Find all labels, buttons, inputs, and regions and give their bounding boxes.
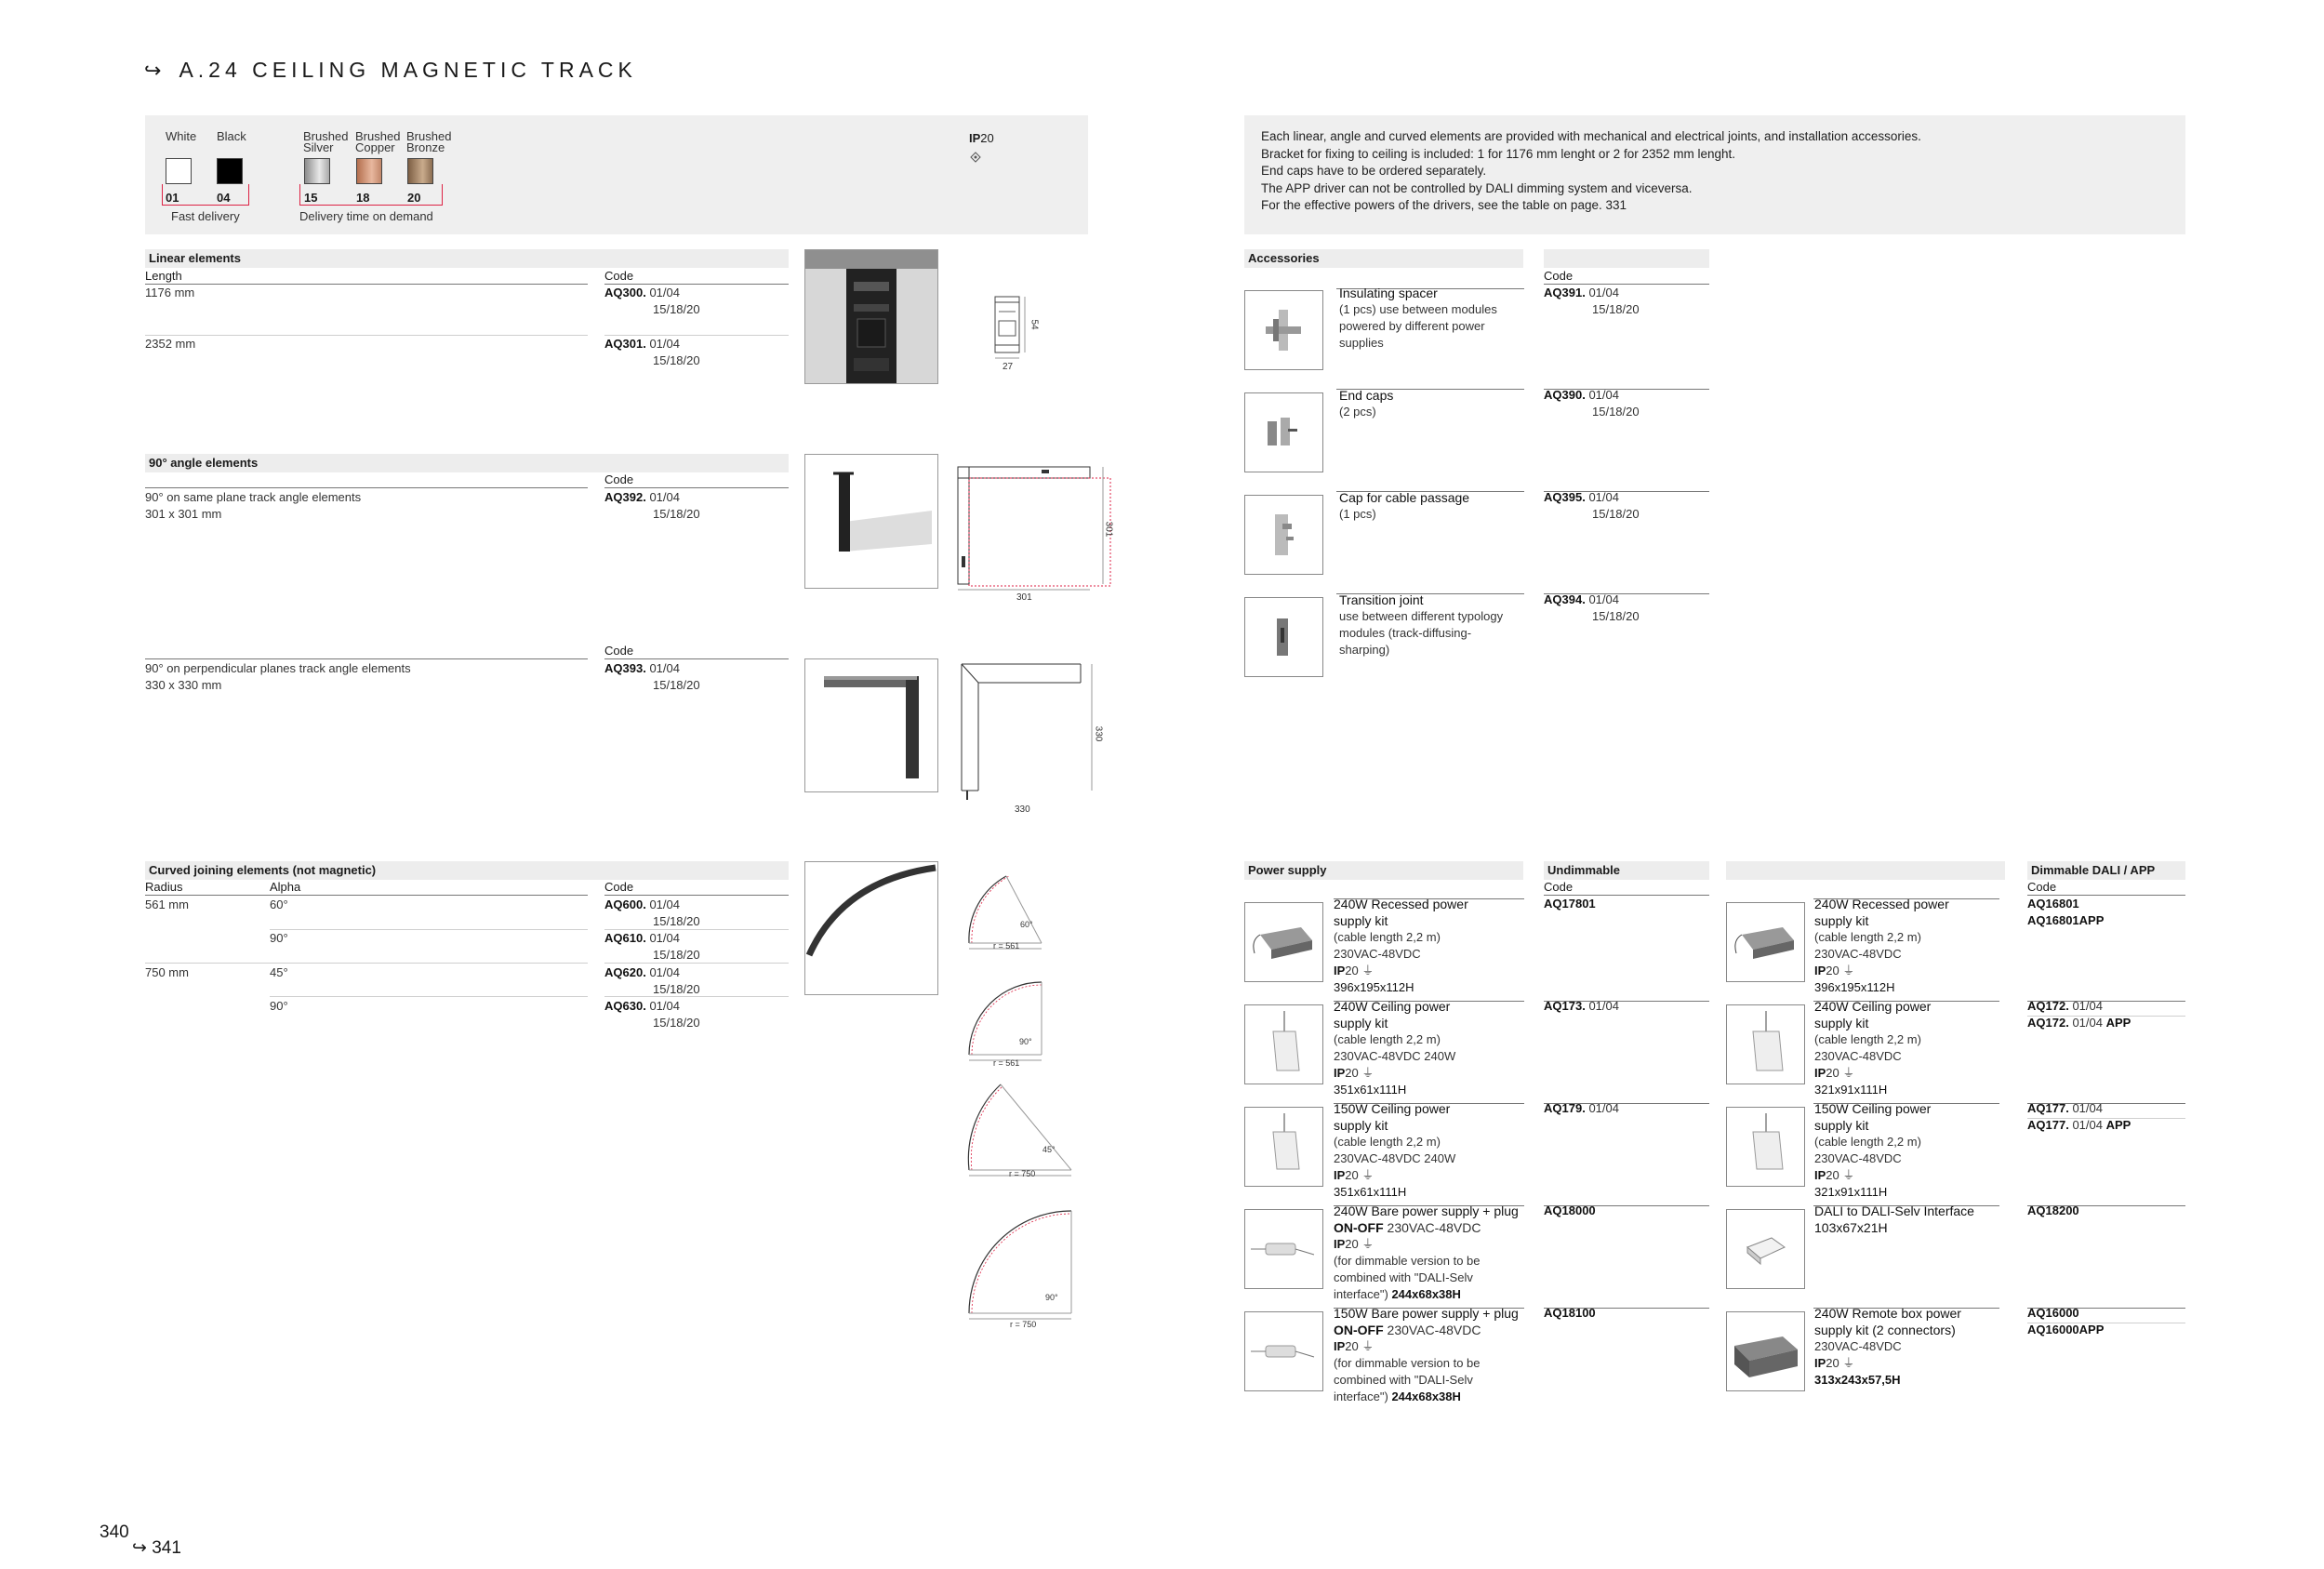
curve-diagram-3	[963, 1077, 1077, 1179]
accessory-2-text: End caps (2 pcs)	[1339, 388, 1394, 419]
fast-delivery-note: Fast delivery	[171, 209, 240, 223]
arrow-icon: ↪	[144, 59, 166, 82]
angle-row-1-code: AQ392. 01/04 15/18/20	[604, 490, 700, 521]
power-right-3-text: 150W Ceiling power supply kit (cable length 2,2 m) 230VAC-48VDC IP20 ⏚ 321x91x111H	[1814, 1101, 1932, 1199]
curve-4-angle: 90°	[1045, 1293, 1058, 1302]
divider	[604, 963, 789, 964]
accessory-4-code: AQ394. 01/04 15/18/20	[1544, 592, 1640, 623]
angle-2-dim-h: 330	[1093, 725, 1104, 742]
accessories-col-code: Code	[1544, 269, 1709, 285]
ground-icon: ⏚	[1361, 1066, 1374, 1080]
curved-row-4-alpha: 90°	[270, 999, 288, 1013]
power-right-5-image	[1726, 1311, 1805, 1391]
accessories-heading: Accessories	[1244, 249, 1523, 268]
swatch-black	[217, 158, 243, 184]
power-right-5-text: 240W Remote box power supply kit (2 connectors) 230VAC-48VDC IP20 ⏚ 313x243x57,5H	[1814, 1306, 1961, 1387]
curved-row-2-alpha: 90°	[270, 931, 288, 945]
linear-col-code: Code	[604, 269, 789, 285]
divider	[145, 335, 588, 336]
curve-2-radius: r = 561	[993, 1058, 1020, 1068]
swatch-copper	[356, 158, 382, 184]
curved-row-3-code: AQ620. 01/04 15/18/20	[604, 965, 700, 996]
power-right-2-code: AQ172. 01/04 AQ172. 01/04 APP	[2027, 999, 2131, 1030]
ground-icon: ⏚	[1361, 1237, 1374, 1251]
accessory-1-code: AQ391. 01/04 15/18/20	[1544, 286, 1640, 316]
angle-1-drawing	[954, 463, 1112, 593]
divider	[270, 929, 588, 930]
power-right-3-image	[1726, 1107, 1805, 1187]
linear-row-1-code: AQ300. 01/04 15/18/20	[604, 286, 700, 316]
angle-row-2-desc: 90° on perpendicular planes track angle elements 330 x 330 mm	[145, 661, 411, 692]
curve-1-angle: 60°	[1020, 920, 1033, 929]
finish-name-bronze: Brushed Bronze	[406, 129, 452, 154]
angle-col-code-2: Code	[604, 644, 789, 659]
curved-row-2-code: AQ610. 01/04 15/18/20	[604, 931, 700, 962]
linear-code-head-bg	[604, 249, 789, 268]
power-right-1-code: AQ16801 AQ16801APP	[2027, 897, 2105, 927]
finish-name-white: White	[166, 129, 197, 143]
accessory-3-code: AQ395. 01/04 15/18/20	[1544, 490, 1640, 521]
finish-code-silver: 15	[304, 191, 318, 205]
title-text: A.24 CEILING MAGNETIC TRACK	[179, 58, 637, 82]
divider	[145, 963, 588, 964]
finish-name-copper: Brushed Copper	[355, 129, 401, 154]
power-left-3-code: AQ179. 01/04	[1544, 1101, 1619, 1115]
finish-name-silver: Brushed Silver	[303, 129, 349, 154]
accessory-1-image	[1244, 290, 1323, 370]
ground-icon: ⏚	[1842, 964, 1855, 977]
accessory-1-text: Insulating spacer (1 pcs) use between modules powered by different power supplies	[1339, 286, 1497, 350]
linear-row-1-length: 1176 mm	[145, 286, 195, 299]
power-right-4-code: AQ18200	[2027, 1203, 2079, 1217]
angle-row-1-desc: 90° on same plane track angle elements 301 x 301 mm	[145, 490, 362, 521]
power-left-2-image	[1244, 1004, 1323, 1084]
divider	[2027, 1016, 2185, 1017]
power-left-2-code: AQ173. 01/04	[1544, 999, 1619, 1013]
linear-col-length: Length	[145, 269, 588, 285]
power-left-3-image	[1244, 1107, 1323, 1187]
curved-code-head-bg	[604, 861, 789, 880]
power-left-1-code: AQ17801	[1544, 897, 1596, 911]
power-right-2-image	[1726, 1004, 1805, 1084]
angle-1-dim-h: 301	[1103, 521, 1114, 538]
power-left-5-text: 150W Bare power supply + plug ON-OFF 230VAC-48VDC IP20 ⏚ (for dimmable version to be combined with "DALI-Selv interface") 244x68x38H	[1334, 1306, 1519, 1403]
angle-code-head-bg	[604, 454, 789, 472]
curved-col-alpha: Alpha	[270, 880, 588, 896]
power-left-1-image	[1244, 902, 1323, 982]
power-left-5-code: AQ18100	[1544, 1306, 1596, 1320]
divider	[270, 996, 588, 997]
linear-row-2-length: 2352 mm	[145, 337, 196, 351]
note-line: End caps have to be ordered separately.	[1261, 164, 1487, 178]
right-product-head-bg	[1726, 861, 2005, 880]
finish-code-copper: 18	[356, 191, 370, 205]
finish-code-black: 04	[217, 191, 231, 205]
dimmable-heading: Dimmable DALI / APP	[2027, 861, 2185, 880]
curved-row-1-code: AQ600. 01/04 15/18/20	[604, 898, 700, 928]
power-heading: Power supply	[1244, 861, 1523, 880]
linear-dim-width: 27	[1003, 362, 1014, 372]
curve-1-radius: r = 561	[993, 941, 1020, 951]
power-left-3-text: 150W Ceiling power supply kit (cable length 2,2 m) 230VAC-48VDC 240W IP20 ⏚ 351x61x111H	[1334, 1101, 1456, 1199]
on-demand-bracket	[299, 184, 443, 206]
note-line: Each linear, angle and curved elements are provided with mechanical and electrical joints, and installation accessories.	[1261, 129, 1921, 143]
accessory-4-text: Transition joint use between different typology modules (track-diffusing- sharping)	[1339, 592, 1504, 657]
divider	[2027, 1118, 2185, 1119]
finish-name-black: Black	[217, 129, 246, 143]
power-left-2-text: 240W Ceiling power supply kit (cable length 2,2 m) 230VAC-48VDC 240W IP20 ⏚ 351x61x111H	[1334, 999, 1456, 1097]
linear-track-photo	[804, 249, 938, 384]
curved-col-radius: Radius	[145, 880, 270, 896]
swatch-silver	[304, 158, 330, 184]
page-number-right: ↪ 341	[132, 1538, 181, 1558]
dimmable-col-code: Code	[2027, 880, 2185, 896]
power-left-4-code: AQ18000	[1544, 1203, 1596, 1217]
linear-heading: Linear elements	[145, 249, 733, 268]
note-line: For the effective powers of the drivers, see the table on page. 331	[1261, 198, 1627, 212]
curve-2-angle: 90°	[1019, 1037, 1032, 1046]
linear-profile-drawing	[988, 293, 1045, 373]
angle-col-blank	[145, 472, 588, 488]
page-number-left: 340	[100, 1522, 129, 1542]
ground-icon: ⏚	[1361, 1168, 1374, 1182]
power-right-2-text: 240W Ceiling power supply kit (cable length 2,2 m) 230VAC-48VDC IP20 ⏚ 321x91x111H	[1814, 999, 1932, 1097]
curve-diagram-4	[963, 1202, 1077, 1323]
finishes-panel	[145, 115, 1088, 234]
ground-icon: ⏚	[1842, 1066, 1855, 1080]
power-left-4-text: 240W Bare power supply + plug ON-OFF 230VAC-48VDC IP20 ⏚ (for dimmable version to be combined with "DALI-Selv interface") 244x68x38H	[1334, 1203, 1519, 1301]
ground-icon: ⏚	[1361, 964, 1374, 977]
power-right-1-image	[1726, 902, 1805, 982]
angle-heading: 90° angle elements	[145, 454, 733, 472]
power-left-5-image	[1244, 1311, 1323, 1391]
angle-2-drawing	[958, 660, 1107, 802]
linear-row-2-code: AQ301. 01/04 15/18/20	[604, 337, 700, 367]
power-left-1-text: 240W Recessed power supply kit (cable length 2,2 m) 230VAC-48VDC IP20 ⏚ 396x195x112H	[1334, 897, 1468, 994]
curved-row-1-radius: 561 mm	[145, 898, 189, 911]
note-line: The APP driver can not be controlled by DALI dimming system and viceversa.	[1261, 180, 1693, 195]
arrow-icon: ↪	[132, 1538, 147, 1558]
angle-2-dim-w: 330	[1015, 804, 1030, 815]
power-right-5-code: AQ16000 AQ16000APP	[2027, 1306, 2105, 1336]
accessory-2-code: AQ390. 01/04 15/18/20	[1544, 388, 1640, 419]
page-title	[144, 58, 637, 83]
swatch-white	[166, 158, 192, 184]
angle-row-2-code: AQ393. 01/04 15/18/20	[604, 661, 700, 692]
diamond-icon	[970, 152, 981, 163]
accessory-3-text: Cap for cable passage (1 pcs)	[1339, 490, 1470, 521]
curved-heading: Curved joining elements (not magnetic)	[145, 861, 733, 880]
curve-4-radius: r = 750	[1010, 1320, 1037, 1329]
power-right-4-image	[1726, 1209, 1805, 1289]
power-right-1-text: 240W Recessed power supply kit (cable length 2,2 m) 230VAC-48VDC IP20 ⏚ 396x195x112H	[1814, 897, 1949, 994]
undimmable-col-code: Code	[1544, 880, 1709, 896]
curve-3-angle: 45°	[1042, 1145, 1056, 1154]
curved-row-3-alpha: 45°	[270, 965, 288, 979]
accessory-3-image	[1244, 495, 1323, 575]
angle-1-photo	[804, 454, 938, 589]
curve-diagram-2	[963, 977, 1049, 1062]
linear-dim-height: 54	[1029, 319, 1040, 330]
angle-row-2-top	[145, 644, 588, 659]
angle-1-dim-w: 301	[1016, 592, 1032, 603]
notes-text	[1261, 128, 1921, 215]
finish-code-bronze: 20	[407, 191, 421, 205]
curved-col-code: Code	[604, 880, 789, 896]
power-left-4-image	[1244, 1209, 1323, 1289]
angle-2-photo	[804, 658, 938, 792]
accessory-2-image	[1244, 392, 1323, 472]
angle-col-code: Code	[604, 472, 789, 488]
ground-icon: ⏚	[1842, 1356, 1855, 1370]
accessories-code-head-bg	[1544, 249, 1709, 268]
ground-icon: ⏚	[1361, 1339, 1374, 1353]
curved-row-4-code: AQ630. 01/04 15/18/20	[604, 999, 700, 1030]
undimmable-heading: Undimmable	[1544, 861, 1709, 880]
curved-row-1-alpha: 60°	[270, 898, 288, 911]
divider	[604, 996, 789, 997]
curved-row-3-radius: 750 mm	[145, 965, 189, 979]
note-line: Bracket for fixing to ceiling is included: 1 for 1176 mm lenght or 2 for 2352 mm lenght.	[1261, 146, 1736, 161]
curve-3-radius: r = 750	[1009, 1169, 1036, 1178]
power-right-3-code: AQ177. 01/04 AQ177. 01/04 APP	[2027, 1101, 2131, 1132]
curved-photo	[804, 861, 938, 995]
accessory-4-image	[1244, 597, 1323, 677]
finish-code-white: 01	[166, 191, 179, 205]
on-demand-note: Delivery time on demand	[299, 209, 433, 223]
power-right-4-text: DALI to DALI-Selv Interface 103x67x21H	[1814, 1203, 1974, 1235]
ground-icon: ⏚	[1842, 1168, 1855, 1182]
ip-rating: IP20	[969, 131, 994, 145]
swatch-bronze	[407, 158, 433, 184]
